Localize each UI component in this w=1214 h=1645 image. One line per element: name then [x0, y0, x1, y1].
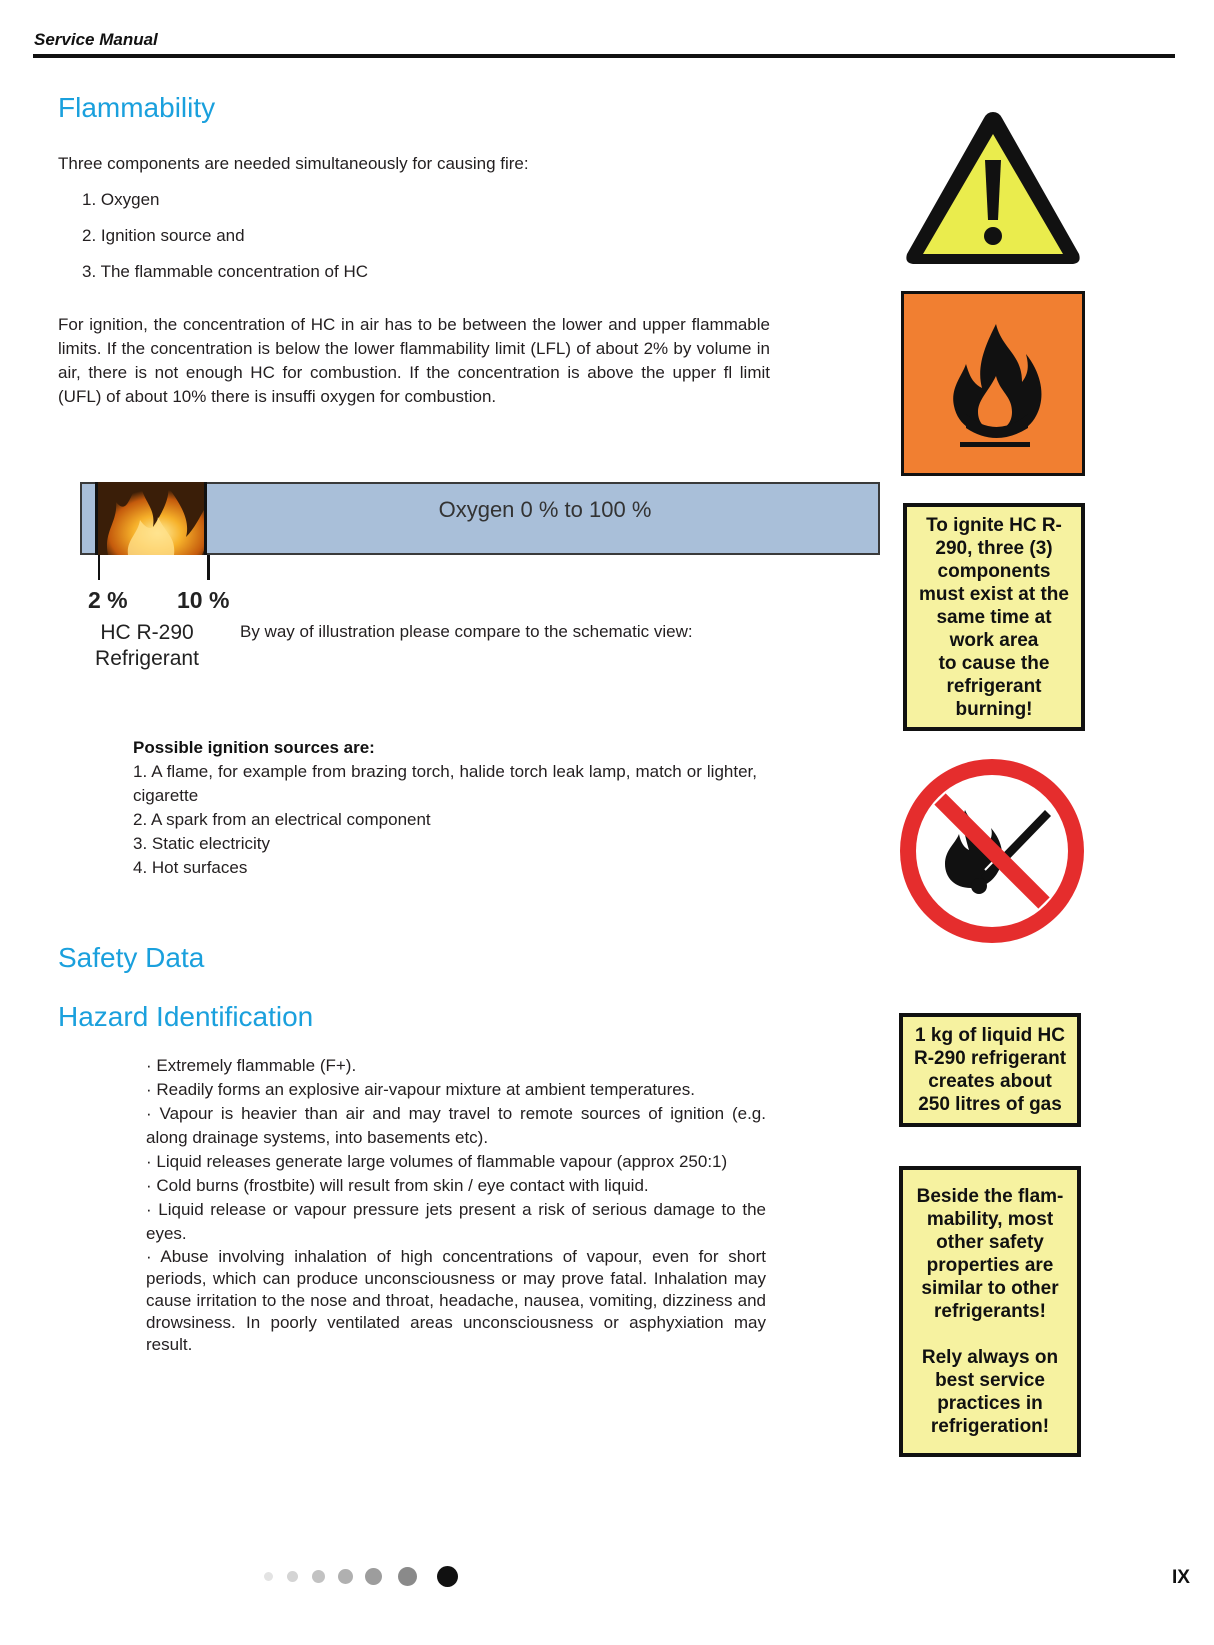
callout-line: burning!: [955, 698, 1033, 720]
callout-line: R-290 refrigerant: [913, 1048, 1067, 1069]
safety-heading: Safety Data: [58, 942, 205, 973]
callout-line: Rely always on: [921, 1347, 1059, 1368]
footer-dot: [287, 1571, 298, 1582]
list-item: 2. Ignition source and: [82, 226, 245, 245]
footer-dot: [437, 1566, 458, 1587]
callout-line: to cause the: [938, 652, 1050, 674]
callout-line: best service: [935, 1370, 1045, 1391]
ignition-item: 2. A spark from an electrical component: [133, 810, 431, 829]
callout-line: practices in: [937, 1393, 1043, 1414]
callout-line: 290, three (3): [935, 537, 1053, 559]
ignition-item: 4. Hot surfaces: [133, 858, 248, 877]
ignition-item: 1. A flame, for example from brazing torch, halide torch leak lamp, match or lighter, cigarette: [133, 762, 757, 805]
callout-line: mability, most: [926, 1209, 1054, 1230]
upper-limit-label: 10 %: [177, 587, 230, 613]
flammability-heading: Flammability: [58, 92, 216, 123]
lower-limit-label: 2 %: [88, 587, 128, 613]
footer-dot: [264, 1572, 273, 1581]
fire-image: [98, 482, 207, 555]
header-title: Service Manual: [34, 30, 158, 49]
hazard-item: · Liquid release or vapour pressure jets present a risk of serious damage to the eyes.: [146, 1200, 766, 1243]
refrigerant-label: [82, 620, 212, 672]
callout-line: components: [937, 560, 1051, 582]
ignition-title: Possible ignition sources are:: [133, 738, 375, 757]
flammability-intro: Three components are needed simultaneously for causing fire:: [58, 154, 529, 173]
callout-line: To ignite HC R-: [926, 514, 1062, 536]
list-item: 3. The flammable concentration of HC: [82, 262, 368, 281]
callout-line: other safety: [936, 1232, 1044, 1253]
callout-line: refrigerants!: [934, 1301, 1046, 1322]
footer-dot: [365, 1568, 382, 1585]
hazard-item: · Vapour is heavier than air and may travel to remote sources of ignition (e.g. along drainage systems, into basements etc).: [146, 1104, 766, 1147]
refrigerant-line: Refrigerant: [95, 647, 199, 670]
callout-line: 1 kg of liquid HC: [915, 1025, 1065, 1046]
callout-line: creates about: [928, 1071, 1052, 1092]
callout-line: must exist at the: [919, 583, 1069, 605]
callout-line: refrigerant: [946, 675, 1042, 697]
callout-line: work area: [949, 629, 1039, 651]
hazard-item: · Abuse involving inhalation of high concentrations of vapour, even for short periods, which can produce unconsciousness or may prove fatal. Inhalation may cause irritation to the nose and throat, headache, nausea, vomiting, dizziness and drowsiness. In poorly ventilated areas unconsciousness or asphyxiation may result.: [146, 1247, 766, 1354]
footer-dot: [312, 1570, 325, 1583]
refrigerant-line: HC R-290: [100, 621, 194, 644]
hazard-item: · Extremely flammable (F+).: [146, 1056, 357, 1075]
callout-line: Beside the flam-: [916, 1186, 1064, 1207]
oxygen-bar-label: Oxygen 0 % to 100 %: [438, 497, 652, 522]
hazard-item: · Readily forms an explosive air-vapour mixture at ambient temperatures.: [146, 1080, 695, 1099]
flammable-hazard-sign: [901, 291, 1085, 476]
flammability-paragraph: For ignition, the concentration of HC in air has to be between the lower and upper flammable limits. If the concentration is below the lower flammability limit (LFL) of about 2% by volume in air, there is not enough HC for combustion. If the concentration is above the upper fl limit (UFL) of about 10% there is insuffi oxygen for combustion.: [58, 315, 770, 406]
callout-line: refrigeration!: [930, 1416, 1050, 1437]
ignition-item: 3. Static electricity: [133, 834, 270, 853]
callout-line: similar to other: [921, 1278, 1059, 1299]
callout-line: 250 litres of gas: [918, 1094, 1062, 1115]
header-rule: [33, 54, 1175, 58]
no-open-flame-icon: [899, 758, 1085, 944]
flammable-flame-icon: [904, 294, 1082, 473]
hazard-item: · Liquid releases generate large volumes of flammable vapour (approx 250:1): [146, 1152, 728, 1171]
callout-best-practice: [899, 1166, 1081, 1457]
callout-ignite: [903, 503, 1085, 731]
upper-limit-marker: [207, 555, 210, 580]
page-number: IX: [1172, 1567, 1190, 1588]
diagram-caption: By way of illustration please compare to the schematic view:: [240, 622, 693, 641]
list-item: 1. Oxygen: [82, 190, 160, 209]
flammable-range-fire: [95, 482, 207, 555]
footer-dot: [398, 1567, 417, 1586]
footer-dot: [338, 1569, 353, 1584]
callout-volume: [899, 1013, 1081, 1127]
callout-line: same time at: [936, 606, 1052, 628]
hazard-heading: Hazard Identification: [58, 1001, 314, 1032]
hazard-list: [146, 1054, 766, 1356]
lower-limit-marker: [98, 555, 100, 580]
warning-triangle-icon: [903, 108, 1083, 268]
hazard-item: · Cold burns (frostbite) will result from skin / eye contact with liquid.: [146, 1176, 649, 1195]
callout-line: properties are: [926, 1255, 1054, 1276]
